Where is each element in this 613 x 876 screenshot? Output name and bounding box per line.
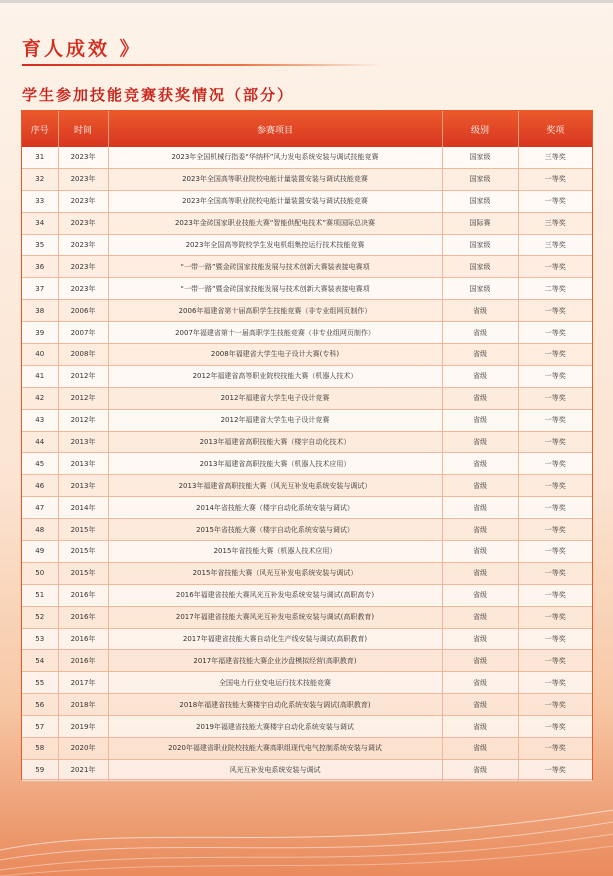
cell-project: 2013年福建省高职技能大赛（风光互补发电系统安装与调试） bbox=[108, 475, 442, 497]
cell-project: 2020年福建省职业院校技能大赛高职组现代电气控制系统安装与调试 bbox=[108, 738, 442, 760]
table-row bbox=[22, 168, 592, 190]
cell-year: 2014年 bbox=[58, 497, 108, 519]
cell-no: 40 bbox=[22, 344, 58, 366]
table-row bbox=[22, 759, 592, 781]
cell-no: 46 bbox=[22, 475, 58, 497]
table-row bbox=[22, 672, 592, 694]
cell-year: 2012年 bbox=[58, 365, 108, 387]
cell-level: 省级 bbox=[442, 584, 518, 606]
cell-project: 2023年全国高等职业院校电能计量装置安装与调试技能竞赛 bbox=[108, 190, 442, 212]
table-header-row bbox=[22, 111, 592, 147]
cell-project: 2006年福建省第十届高职学生技能竞赛（非专业组网页制作） bbox=[108, 300, 442, 322]
table-row bbox=[22, 256, 592, 278]
table-row bbox=[22, 541, 592, 563]
cell-award: 三等奖 bbox=[518, 234, 592, 256]
cell-project: 全国电力行业变电运行技术技能竞赛 bbox=[108, 672, 442, 694]
cell-year: 2021年 bbox=[58, 759, 108, 781]
cell-project: 2013年福建省高职技能大赛（机器人技术应用） bbox=[108, 453, 442, 475]
cell-no: 57 bbox=[22, 716, 58, 738]
table-row bbox=[22, 475, 592, 497]
cell-no: 41 bbox=[22, 365, 58, 387]
cell-level: 省级 bbox=[442, 497, 518, 519]
cell-no: 44 bbox=[22, 431, 58, 453]
cell-level: 省级 bbox=[442, 759, 518, 781]
cell-no: 47 bbox=[22, 497, 58, 519]
awards-table bbox=[22, 111, 592, 782]
cell-no: 56 bbox=[22, 694, 58, 716]
cell-project: 2015年省技能大赛（风光互补发电系统安装与调试） bbox=[108, 562, 442, 584]
table-row bbox=[22, 212, 592, 234]
cell-level: 国家级 bbox=[442, 256, 518, 278]
table-row bbox=[22, 300, 592, 322]
cell-no: 52 bbox=[22, 606, 58, 628]
cell-year: 2019年 bbox=[58, 716, 108, 738]
cell-award: 一等奖 bbox=[518, 387, 592, 409]
table-row bbox=[22, 519, 592, 541]
cell-no: 43 bbox=[22, 409, 58, 431]
cell-project: 2013年福建省高职技能大赛（楼宇自动化技术） bbox=[108, 431, 442, 453]
cell-no: 55 bbox=[22, 672, 58, 694]
cell-award: 一等奖 bbox=[518, 562, 592, 584]
header-level: 级别 bbox=[442, 111, 518, 147]
cell-year: 2023年 bbox=[58, 190, 108, 212]
cell-level: 省级 bbox=[442, 322, 518, 344]
cell-award: 一等奖 bbox=[518, 606, 592, 628]
table-row bbox=[22, 431, 592, 453]
cell-year: 2012年 bbox=[58, 409, 108, 431]
cell-year: 2015年 bbox=[58, 519, 108, 541]
cell-no: 45 bbox=[22, 453, 58, 475]
cell-project: 2017年福建省技能大赛企业沙盘模拟经营(高职教育) bbox=[108, 650, 442, 672]
table-row bbox=[22, 497, 592, 519]
cell-level: 国际赛 bbox=[442, 212, 518, 234]
cell-award: 一等奖 bbox=[518, 431, 592, 453]
table-row bbox=[22, 409, 592, 431]
cell-level: 国家级 bbox=[442, 168, 518, 190]
cell-no: 38 bbox=[22, 300, 58, 322]
table-row bbox=[22, 365, 592, 387]
table-row bbox=[22, 278, 592, 300]
cell-no: 31 bbox=[22, 147, 58, 168]
cell-level: 国家级 bbox=[442, 278, 518, 300]
cell-award: 二等奖 bbox=[518, 278, 592, 300]
cell-award: 一等奖 bbox=[518, 759, 592, 781]
cell-no: 54 bbox=[22, 650, 58, 672]
cell-project: 风光互补发电系统安装与调试 bbox=[108, 759, 442, 781]
cell-level: 省级 bbox=[442, 387, 518, 409]
cell-year: 2020年 bbox=[58, 738, 108, 760]
cell-level: 省级 bbox=[442, 694, 518, 716]
cell-no: 59 bbox=[22, 759, 58, 781]
cell-award: 一等奖 bbox=[518, 409, 592, 431]
cell-year: 2023年 bbox=[58, 147, 108, 168]
cell-project: 2016年福建省技能大赛风光互补发电系统安装与调试(高职高专) bbox=[108, 584, 442, 606]
cell-level: 省级 bbox=[442, 628, 518, 650]
heading-divider bbox=[22, 64, 382, 66]
cell-year: 2006年 bbox=[58, 300, 108, 322]
cell-award: 三等奖 bbox=[518, 212, 592, 234]
cell-award: 一等奖 bbox=[518, 584, 592, 606]
cell-year: 2023年 bbox=[58, 234, 108, 256]
cell-no: 53 bbox=[22, 628, 58, 650]
cell-year: 2023年 bbox=[58, 256, 108, 278]
cell-project: 2023年全国机械行指委“华纳杯”风力发电系统安装与调试技能竞赛 bbox=[108, 147, 442, 168]
cell-level: 省级 bbox=[442, 519, 518, 541]
cell-level: 省级 bbox=[442, 431, 518, 453]
cell-year: 2013年 bbox=[58, 475, 108, 497]
cell-no: 42 bbox=[22, 387, 58, 409]
cell-project: 2008年福建省大学生电子设计大赛(专科) bbox=[108, 344, 442, 366]
cell-year: 2018年 bbox=[58, 694, 108, 716]
cell-year: 2013年 bbox=[58, 453, 108, 475]
table-row bbox=[22, 716, 592, 738]
cell-no: 48 bbox=[22, 519, 58, 541]
table-row bbox=[22, 562, 592, 584]
cell-level: 省级 bbox=[442, 453, 518, 475]
cell-project: 2019年福建省技能大赛楼宇自动化系统安装与调试 bbox=[108, 716, 442, 738]
cell-award: 一等奖 bbox=[518, 256, 592, 278]
cell-project: “一带一路”暨金砖国家技能发展与技术创新大赛装表接电赛项 bbox=[108, 278, 442, 300]
decorative-wave-lines bbox=[0, 790, 613, 876]
cell-project: 2015年省技能大赛（机器人技术应用） bbox=[108, 541, 442, 563]
table-row bbox=[22, 694, 592, 716]
cell-project: 2014年省技能大赛（楼宇自动化系统安装与调试） bbox=[108, 497, 442, 519]
cell-year: 2015年 bbox=[58, 541, 108, 563]
table-row bbox=[22, 584, 592, 606]
cell-level: 省级 bbox=[442, 562, 518, 584]
page-heading: 育人成效 》 bbox=[22, 38, 142, 60]
cell-project: 2023年金砖国家职业技能大赛“智能供配电技术”赛项国际总决赛 bbox=[108, 212, 442, 234]
cell-award: 一等奖 bbox=[518, 190, 592, 212]
cell-no: 58 bbox=[22, 738, 58, 760]
cell-award: 一等奖 bbox=[518, 453, 592, 475]
cell-level: 省级 bbox=[442, 650, 518, 672]
table-row bbox=[22, 650, 592, 672]
cell-project: 2015年省技能大赛（楼宇自动化系统安装与调试） bbox=[108, 519, 442, 541]
cell-project: 2017年福建省技能大赛风光互补发电系统安装与调试(高职教育) bbox=[108, 606, 442, 628]
cell-year: 2008年 bbox=[58, 344, 108, 366]
cell-project: 2007年福建省第十一届高职学生技能竞赛（非专业组网页制作） bbox=[108, 322, 442, 344]
cell-award: 一等奖 bbox=[518, 497, 592, 519]
cell-level: 省级 bbox=[442, 344, 518, 366]
cell-level: 国家级 bbox=[442, 147, 518, 168]
cell-project: 2023年全国高等职业院校电能计量装置安装与调试技能竞赛 bbox=[108, 168, 442, 190]
cell-no: 51 bbox=[22, 584, 58, 606]
table-row bbox=[22, 606, 592, 628]
cell-level: 省级 bbox=[442, 409, 518, 431]
cell-year: 2023年 bbox=[58, 278, 108, 300]
cell-project: 2012年福建省大学生电子设计竞赛 bbox=[108, 387, 442, 409]
table-body bbox=[22, 147, 592, 781]
cell-year: 2013年 bbox=[58, 431, 108, 453]
cell-no: 33 bbox=[22, 190, 58, 212]
cell-year: 2016年 bbox=[58, 628, 108, 650]
cell-award: 一等奖 bbox=[518, 694, 592, 716]
table-row bbox=[22, 147, 592, 168]
cell-level: 省级 bbox=[442, 541, 518, 563]
cell-award: 三等奖 bbox=[518, 147, 592, 168]
cell-award: 一等奖 bbox=[518, 322, 592, 344]
cell-year: 2017年 bbox=[58, 672, 108, 694]
cell-no: 39 bbox=[22, 322, 58, 344]
cell-award: 一等奖 bbox=[518, 519, 592, 541]
cell-level: 省级 bbox=[442, 475, 518, 497]
header-award: 奖项 bbox=[518, 111, 592, 147]
cell-project: 2012年福建省大学生电子设计竞赛 bbox=[108, 409, 442, 431]
header-project: 参赛项目 bbox=[108, 111, 442, 147]
cell-level: 省级 bbox=[442, 606, 518, 628]
cell-level: 省级 bbox=[442, 738, 518, 760]
table-row bbox=[22, 234, 592, 256]
cell-level: 国家级 bbox=[442, 234, 518, 256]
cell-year: 2016年 bbox=[58, 584, 108, 606]
cell-project: 2012年福建省高等职业院校技能大赛（机器人技术） bbox=[108, 365, 442, 387]
cell-award: 一等奖 bbox=[518, 738, 592, 760]
cell-year: 2023年 bbox=[58, 168, 108, 190]
table-row bbox=[22, 322, 592, 344]
cell-award: 一等奖 bbox=[518, 628, 592, 650]
cell-year: 2016年 bbox=[58, 606, 108, 628]
cell-no: 50 bbox=[22, 562, 58, 584]
cell-award: 一等奖 bbox=[518, 716, 592, 738]
cell-year: 2016年 bbox=[58, 650, 108, 672]
cell-no: 37 bbox=[22, 278, 58, 300]
table-row bbox=[22, 453, 592, 475]
cell-year: 2007年 bbox=[58, 322, 108, 344]
table-row bbox=[22, 387, 592, 409]
table-row bbox=[22, 738, 592, 760]
cell-no: 36 bbox=[22, 256, 58, 278]
top-strip bbox=[0, 0, 613, 3]
cell-level: 省级 bbox=[442, 716, 518, 738]
cell-award: 一等奖 bbox=[518, 541, 592, 563]
section-subheading: 学生参加技能竞赛获奖情况（部分） bbox=[22, 86, 295, 104]
cell-level: 省级 bbox=[442, 300, 518, 322]
awards-table-container bbox=[21, 110, 593, 780]
table-row bbox=[22, 628, 592, 650]
cell-project: 2023年全国高等院校学生发电机组集控运行技术技能竞赛 bbox=[108, 234, 442, 256]
cell-award: 一等奖 bbox=[518, 365, 592, 387]
cell-award: 一等奖 bbox=[518, 344, 592, 366]
cell-award: 一等奖 bbox=[518, 475, 592, 497]
cell-year: 2015年 bbox=[58, 562, 108, 584]
cell-level: 省级 bbox=[442, 672, 518, 694]
cell-year: 2023年 bbox=[58, 212, 108, 234]
cell-no: 32 bbox=[22, 168, 58, 190]
cell-level: 国家级 bbox=[442, 190, 518, 212]
cell-no: 34 bbox=[22, 212, 58, 234]
table-row bbox=[22, 190, 592, 212]
table-row bbox=[22, 344, 592, 366]
cell-project: “一带一路”暨金砖国家技能发展与技术创新大赛装表接电赛项 bbox=[108, 256, 442, 278]
cell-award: 一等奖 bbox=[518, 650, 592, 672]
cell-level: 省级 bbox=[442, 365, 518, 387]
cell-award: 一等奖 bbox=[518, 168, 592, 190]
header-no: 序号 bbox=[22, 111, 58, 147]
cell-award: 一等奖 bbox=[518, 672, 592, 694]
cell-project: 2018年福建省技能大赛楼宇自动化系统安装与调试(高职教育) bbox=[108, 694, 442, 716]
cell-no: 49 bbox=[22, 541, 58, 563]
cell-project: 2017年福建省技能大赛自动化生产线安装与调试(高职教育) bbox=[108, 628, 442, 650]
cell-award: 一等奖 bbox=[518, 300, 592, 322]
cell-no: 35 bbox=[22, 234, 58, 256]
cell-year: 2012年 bbox=[58, 387, 108, 409]
header-time: 时间 bbox=[58, 111, 108, 147]
